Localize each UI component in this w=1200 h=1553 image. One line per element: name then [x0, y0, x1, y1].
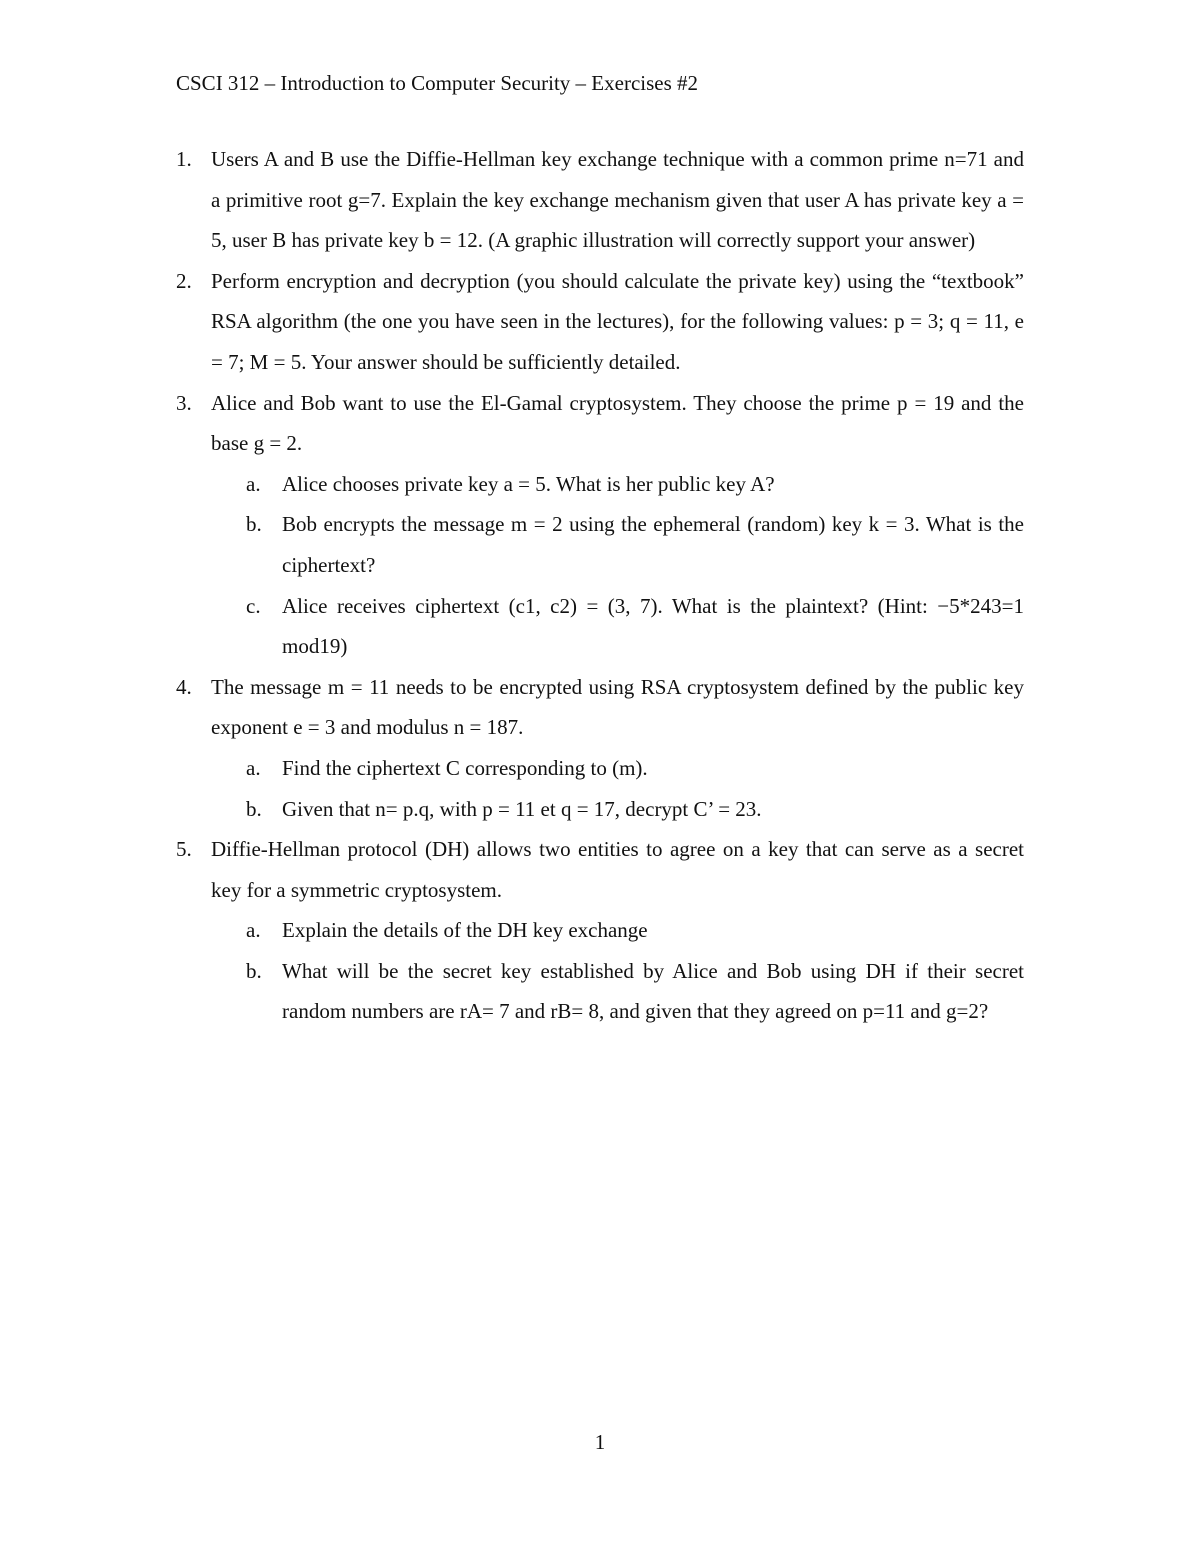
sub-item-text: Find the ciphertext C corresponding to (m). [282, 755, 648, 780]
sub-list [211, 748, 1024, 829]
sub-item-letter: a. [246, 471, 261, 496]
sub-item-5b [211, 951, 1024, 1032]
sub-item-3c [211, 586, 1024, 667]
exercise-list [0, 139, 1200, 1032]
sub-item-4a [211, 748, 1024, 789]
sub-item-4b [211, 789, 1024, 830]
item-number: 4. [176, 674, 192, 699]
exercise-item-5 [0, 829, 1024, 1032]
item-number: 5. [176, 837, 192, 862]
item-number: 2. [176, 268, 192, 293]
item-number: 3. [176, 390, 192, 415]
sub-item-letter: b. [246, 958, 262, 983]
sub-item-text: Given that n= p.q, with p = 11 et q = 17, decrypt C’ = 23. [282, 796, 762, 821]
item-text: Users A and B use the Diffie-Hellman key exchange technique with a common prime n=71 and a primitive root g=7. Explain the key exchange mechanism given that user A has private key a = 5, user B has private key b = 12. (A graphic illustration will correctly support your answer) [211, 147, 1024, 253]
sub-item-3a [211, 464, 1024, 505]
exercise-item-4 [0, 667, 1024, 829]
sub-item-text: Alice receives ciphertext (c1, c2) = (3, 7). What is the plaintext? (Hint: −5*243=1 mod19) [282, 593, 1024, 659]
sub-item-text: Bob encrypts the message m = 2 using the ephemeral (random) key k = 3. What is the ciphertext? [282, 512, 1024, 577]
exercise-item-3 [0, 383, 1024, 667]
item-text: Alice and Bob want to use the El-Gamal cryptosystem. They choose the prime p = 19 and the base g = 2. [211, 390, 1024, 456]
sub-item-letter: b. [246, 512, 262, 537]
exercise-item-2 [0, 261, 1024, 383]
sub-item-letter: a. [246, 755, 261, 780]
item-text: The message m = 11 needs to be encrypted using RSA cryptosystem defined by the public key exponent e = 3 and modulus n = 187. [211, 674, 1024, 740]
sub-item-3b [211, 504, 1024, 585]
item-text: Perform encryption and decryption (you should calculate the private key) using the “textbook” RSA algorithm (the one you have seen in the lectures), for the following values: p = 3; q = 11, e = 7; M = 5. Your answer should be sufficiently detailed. [211, 268, 1024, 374]
sub-item-text: Explain the details of the DH key exchange [282, 918, 648, 943]
item-number: 1. [176, 147, 192, 171]
page-title: CSCI 312 – Introduction to Computer Security – Exercises #2 [176, 71, 699, 95]
sub-item-text: Alice chooses private key a = 5. What is her public key A? [282, 471, 775, 496]
sub-item-text: What will be the secret key established by Alice and Bob using DH if their secret random numbers are rA= 7 and rB= 8, and given that they agreed on p=11 and g=2? [282, 958, 1024, 1024]
sub-item-letter: a. [246, 918, 261, 943]
exercise-item-1 [0, 139, 1024, 261]
sub-item-letter: c. [246, 593, 261, 618]
sub-list [211, 910, 1024, 1032]
sub-list [211, 464, 1024, 667]
sub-item-5a [211, 910, 1024, 951]
sub-item-letter: b. [246, 796, 262, 821]
page-number: 1 [594, 1430, 606, 1454]
item-text: Diffie-Hellman protocol (DH) allows two entities to agree on a key that can serve as a secret key for a symmetric cryptosystem. [211, 837, 1024, 902]
